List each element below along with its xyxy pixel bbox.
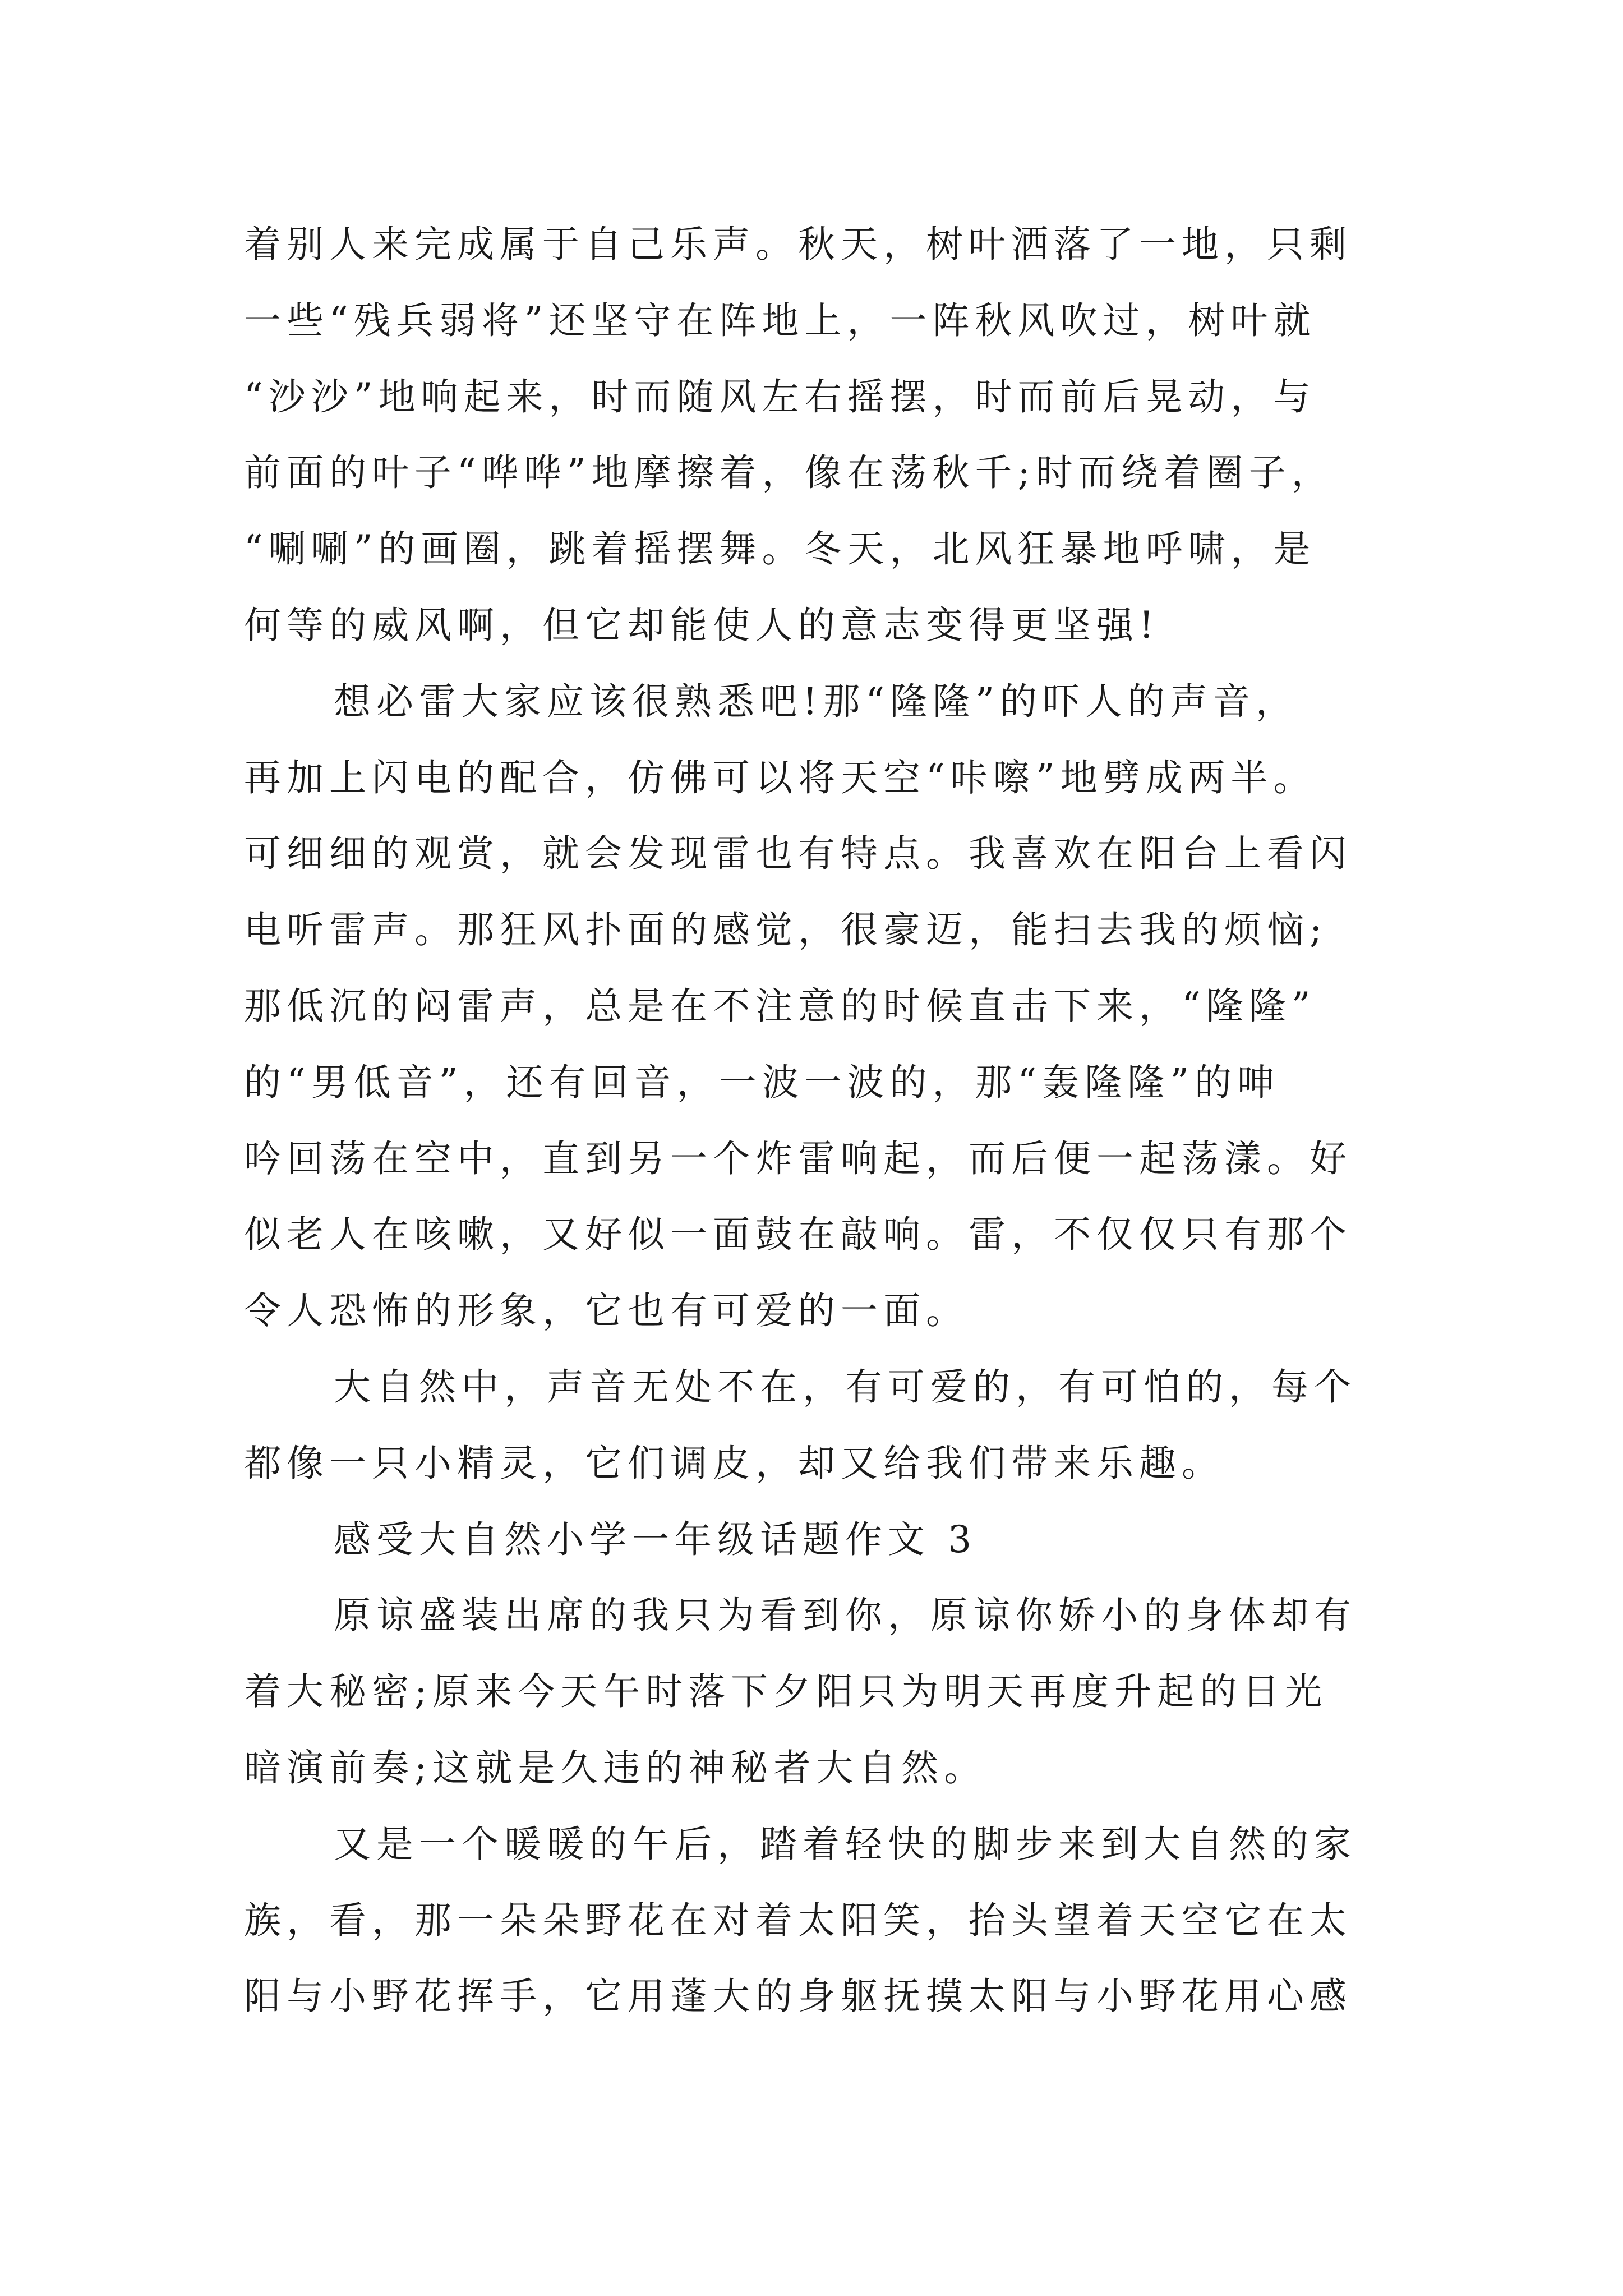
document-body (244, 206, 1410, 2035)
text-line: 可细细的观赏，就会发现雷也有特点。我喜欢在阳台上看闪 (244, 832, 1352, 876)
paragraph-first-line: 原谅盛装出席的我只为看到你，原谅你娇小的身体却有 (334, 1594, 1357, 1637)
text-line: “唰唰”的画圈，跳着摇摆舞。冬天，北风狂暴地呼啸，是 (244, 527, 1316, 571)
text-line: 电听雷声。那狂风扑面的感觉，很豪迈，能扫去我的烦恼; (244, 908, 1328, 952)
text-line: 着大秘密;原来今天午时落下夕阳只为明天再度升起的日光 (244, 1670, 1328, 1714)
text-line: 那低沉的闷雷声，总是在不注意的时候直击下来，“隆隆” (244, 984, 1316, 1028)
paragraph-first-line: 又是一个暖暖的午后，踏着轻快的脚步来到大自然的家 (334, 1822, 1357, 1866)
text-line: 似老人在咳嗽，又好似一面鼓在敲响。雷，不仅仅只有那个 (244, 1213, 1352, 1257)
text-line: 吟回荡在空中，直到另一个炸雷响起，而后便一起荡漾。好 (244, 1137, 1352, 1180)
section-heading: 感受大自然小学一年级话题作文 3 (334, 1517, 977, 1561)
text-line: 一些“残兵弱将”还坚守在阵地上，一阵秋风吹过，树叶就 (244, 298, 1316, 342)
paragraph-first-line: 大自然中，声音无处不在，有可爱的，有可怕的，每个 (334, 1365, 1357, 1409)
text-line: 令人恐怖的形象，它也有可爱的一面。 (244, 1289, 969, 1333)
text-line: 阳与小野花挥手，它用蓬大的身躯抚摸太阳与小野花用心感 (244, 1975, 1352, 2018)
text-line: 族，看，那一朵朵野花在对着太阳笑，抬头望着天空它在太 (244, 1898, 1352, 1942)
text-line: 再加上闪电的配合，仿佛可以将天空“咔嚓”地劈成两半。 (244, 756, 1316, 799)
text-line: 何等的威风啊，但它却能使人的意志变得更坚强! (244, 603, 1160, 647)
text-line: 的“男低音”，还有回音，一波一波的，那“轰隆隆”的呻 (244, 1060, 1280, 1104)
paragraph-first-line: 想必雷大家应该很熟悉吧!那“隆隆”的吓人的声音， (334, 679, 1299, 723)
text-line: 都像一只小精灵，它们调皮，却又给我们带来乐趣。 (244, 1441, 1224, 1485)
text-line: 暗演前奏;这就是久违的神秘者大自然。 (244, 1746, 987, 1789)
text-line: “沙沙”地响起来，时而随风左右摇摆，时而前后晃动，与 (244, 375, 1316, 418)
text-line: 前面的叶子“哗哗”地摩擦着，像在荡秋千;时而绕着圈子， (244, 451, 1334, 495)
text-line: 着别人来完成属于自己乐声。秋天，树叶洒落了一地，只剩 (244, 223, 1352, 266)
